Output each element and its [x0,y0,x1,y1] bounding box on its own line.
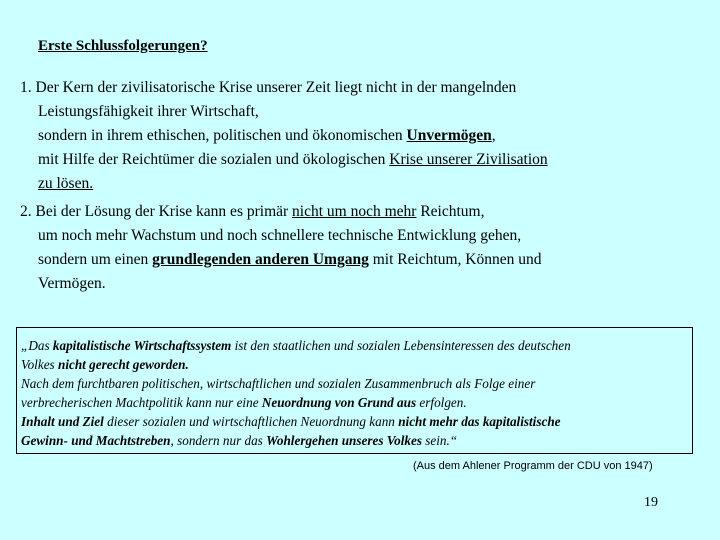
conclusion-1-line [20,172,548,196]
text-run: sein.“ [421,432,458,448]
conclusion-2-line: Vermögen. [38,275,106,292]
page-number: 19 [644,495,658,510]
underlined-crisis-phrase: Krise unserer Zivilisation [389,151,548,168]
emphasis-run: Gewinn- und Machtstreben [21,432,171,448]
conclusion-2-line [20,248,541,272]
emphasis-run: nicht mehr das kapitalistische [398,413,561,429]
conclusion-1-line: Leistungsfähigkeit ihrer Wirtschaft, [38,103,259,120]
conclusion-2 [20,200,541,296]
text-run: mit Hilfe der Reichtümer die sozialen und ökologischen [38,151,390,168]
emphasis-different-approach: grundlegenden anderen Umgang [152,251,369,268]
text-run: Reichtum, [416,203,485,220]
text-run: ist den staatlichen und sozialen Lebensinteressen des deutschen [231,338,571,353]
conclusion-2-line: um noch mehr Wachstum und noch schnellere technische Entwicklung gehen, [38,227,522,244]
text-run: verbrecherischen Machtpolitik kann nur eine [21,394,262,410]
slide-title: Erste Schlussfolgerungen? [38,38,208,54]
conclusion-1 [20,76,548,196]
conclusion-1-line [20,148,548,172]
underlined-not-more-phrase: nicht um noch mehr [292,203,417,220]
text-run: sondern um einen [38,251,153,268]
text-run: erfolgen. [416,394,467,410]
text-run: dieser sozialen und wirtschaftlichen Neuordnung kann [103,413,399,429]
ahlen-program-quote-box [16,327,693,454]
emphasis-run: Wohlergehen unseres Volkes [266,432,422,448]
emphasis-unvermoegen: Unvermögen [406,127,492,144]
quote-line [21,356,692,375]
quote-source: (Aus dem Ahlener Programm der CDU von 1947) [413,460,653,472]
conclusion-1-line: 1. Der Kern der zivilisatorische Krise unserer Zeit liegt nicht in der mangelnden [20,79,517,96]
quote-line [21,432,692,451]
text-run: „Das [21,338,53,353]
quote-line [21,413,692,432]
emphasis-run: kapitalistische Wirtschaftssystem [52,338,232,353]
text-run: sondern in ihrem ethischen, politischen und ökonomischen [38,127,407,144]
quote-line [21,394,692,413]
text-run: mit Reichtum, Können und [368,251,542,268]
text-run: 2. Bei der Lösung der Krise kann es primär [20,203,293,220]
quote-line: Nach dem furchtbaren politischen, wirtschaftlichen und sozialen Zusammenbruch als Folge einer [21,375,536,391]
text-run: Volkes [21,356,58,372]
underlined-solve-phrase: zu lösen. [38,175,94,192]
text-run: , [491,127,496,144]
conclusion-2-line [20,200,541,224]
quote-line [21,337,692,356]
emphasis-run: Neuordnung von Grund aus [261,394,417,410]
emphasis-run: Inhalt und Ziel [21,413,104,429]
emphasis-run: nicht gerecht geworden. [58,356,189,372]
text-run: , sondern nur das [170,432,267,448]
conclusion-1-line [20,124,548,148]
